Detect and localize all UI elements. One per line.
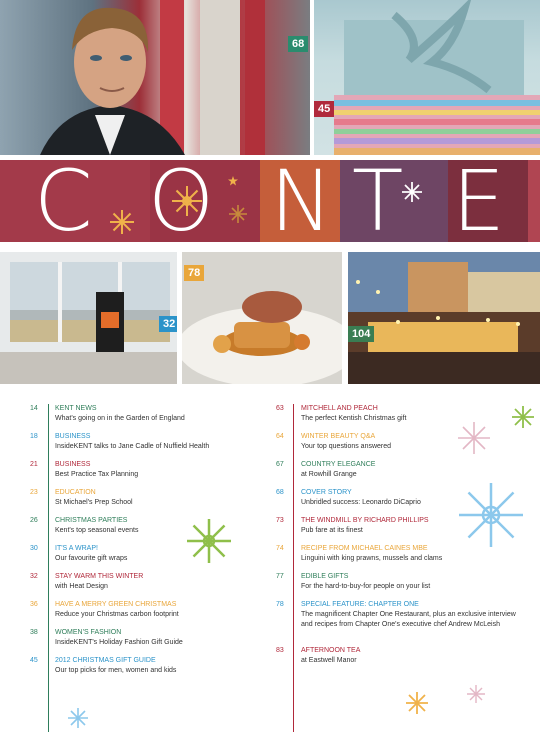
banner-letter: E	[452, 160, 506, 242]
entry-heading: EDIBLE GIFTS	[301, 573, 349, 580]
entry-description: InsideKENT talks to Jane Cadle of Nuffield Health	[55, 443, 210, 450]
snowflake-icon	[184, 516, 234, 566]
entry-text	[301, 460, 521, 480]
page-number: 64	[276, 433, 284, 440]
entry-heading: SPECIAL FEATURE: CHAPTER ONE	[301, 601, 419, 608]
entry-heading: WOMEN'S FASHION	[55, 629, 122, 636]
snowflake-icon	[170, 184, 204, 218]
entry-text	[55, 460, 275, 480]
snowflake-icon	[466, 684, 486, 704]
entry-description: Linguini with king prawns, mussels and clams	[301, 555, 443, 562]
page-number: 78	[276, 601, 284, 608]
entry-description: For the hard-to-buy-for people on your list	[301, 583, 431, 590]
toc-entry[interactable]	[30, 460, 278, 482]
entry-text	[55, 516, 275, 536]
entry-text	[55, 572, 275, 592]
entry-description: What's going on in the Garden of England	[55, 415, 185, 422]
snowflake-icon	[228, 204, 248, 224]
market-illustration	[348, 252, 540, 384]
entry-description: The magnificent Chapter One Restaurant, plus an exclusive interview and recipes from Chapter One's executive chef Andrew McLeish	[301, 611, 516, 628]
entry-description: at Rowhill Grange	[301, 471, 357, 478]
page-number: 68	[276, 489, 284, 496]
page-number: 26	[30, 517, 38, 524]
entry-text	[301, 646, 521, 666]
page-badge: 68	[288, 36, 308, 52]
entry-heading: AFTERNOON TEA	[301, 647, 361, 654]
page-number: 18	[30, 433, 38, 440]
entry-heading: THE WINDMILL BY RICHARD PHILLIPS	[301, 517, 429, 524]
entry-description: The perfect Kentish Christmas gift	[301, 415, 407, 422]
snowflake-icon	[456, 480, 526, 550]
toc-entry[interactable]	[30, 628, 278, 650]
page-badge: 104	[348, 326, 374, 342]
page-number: 67	[276, 461, 284, 468]
snowflake-icon	[66, 706, 90, 730]
snowflake-icon	[108, 208, 136, 236]
market-photo	[348, 252, 540, 384]
toc-entry[interactable]	[30, 544, 278, 566]
entry-heading: KENT NEWS	[55, 405, 97, 412]
entry-text	[55, 600, 275, 620]
page-number: 30	[30, 545, 38, 552]
snowflake-icon	[404, 690, 430, 716]
entry-description: Unbridled success: Leonardo DiCaprio	[301, 499, 421, 506]
entry-description: at Eastwell Manor	[301, 657, 357, 664]
entry-description: St Michael's Prep School	[55, 499, 133, 506]
page-number: 38	[30, 629, 38, 636]
food-photo	[182, 252, 342, 384]
entry-heading: BUSINESS	[55, 461, 91, 468]
page-number: 45	[30, 657, 38, 664]
banner-letter: C	[34, 160, 93, 242]
entry-heading: RECIPE FROM MICHAEL CAINES MBE	[301, 545, 428, 552]
entry-description: Pub fare at its finest	[301, 527, 363, 534]
portrait-illustration	[0, 0, 310, 155]
banner-letter: O	[148, 160, 215, 242]
entry-description: Reduce your Christmas carbon footprint	[55, 611, 179, 618]
page-number: 77	[276, 573, 284, 580]
entry-description: with Heat Design	[55, 583, 108, 590]
entry-description: Kent's top seasonal events	[55, 527, 139, 534]
snowflake-icon	[456, 420, 492, 456]
banner-letter: N	[270, 160, 333, 242]
entry-heading: 2012 CHRISTMAS GIFT GUIDE	[55, 657, 156, 664]
entry-heading: COVER STORY	[301, 489, 352, 496]
entry-heading: CHRISTMAS PARTIES	[55, 517, 128, 524]
entry-text	[55, 656, 275, 676]
dicaprio-photo	[0, 0, 310, 155]
toc-entry[interactable]	[30, 488, 278, 510]
page-number: 23	[30, 489, 38, 496]
page-number: 73	[276, 517, 284, 524]
toc-entry[interactable]	[30, 572, 278, 594]
toc-entry[interactable]	[30, 656, 278, 678]
entry-text	[301, 600, 521, 630]
page-badge: 78	[184, 265, 204, 281]
gift-photo	[314, 0, 540, 155]
entry-heading: HAVE A MERRY GREEN CHRISTMAS	[55, 601, 177, 608]
contents-banner	[0, 160, 540, 242]
star-icon	[228, 176, 238, 186]
page-number: 63	[276, 405, 284, 412]
page-number: 32	[30, 573, 38, 580]
toc-entry[interactable]	[276, 600, 524, 640]
entry-description: Best Practice Tax Planning	[55, 471, 139, 478]
page-badge: 45	[314, 101, 334, 117]
dish-illustration	[182, 252, 342, 384]
toc-entry[interactable]	[276, 572, 524, 594]
page-number: 74	[276, 545, 284, 552]
gift-illustration	[314, 0, 540, 155]
entry-heading: MITCHELL AND PEACH	[301, 405, 378, 412]
entry-heading: WINTER BEAUTY Q&A	[301, 433, 376, 440]
entry-text	[55, 404, 275, 424]
entry-description: Our favourite gift wraps	[55, 555, 128, 562]
snowflake-icon	[510, 404, 536, 430]
page-number: 21	[30, 461, 38, 468]
living-room-photo	[0, 252, 177, 384]
entry-text	[55, 432, 275, 452]
page-badge: 32	[159, 316, 177, 332]
entry-text	[55, 628, 275, 648]
entry-text	[301, 572, 521, 592]
page-number: 14	[30, 405, 38, 412]
contents-list-left	[30, 404, 278, 684]
room-illustration	[0, 252, 177, 384]
snowflake-icon	[400, 180, 424, 204]
page-number: 83	[276, 647, 284, 654]
entry-description: InsideKENT's Holiday Fashion Gift Guide	[55, 639, 183, 646]
toc-entry[interactable]	[276, 460, 524, 482]
entry-heading: EDUCATION	[55, 489, 96, 496]
toc-entry[interactable]	[30, 600, 278, 622]
entry-heading: IT'S A WRAP!	[55, 545, 98, 552]
banner-letter: T	[352, 160, 404, 242]
entry-heading: COUNTRY ELEGANCE	[301, 461, 376, 468]
page-number: 36	[30, 601, 38, 608]
toc-entry[interactable]	[30, 404, 278, 426]
toc-entry[interactable]	[30, 516, 278, 538]
toc-entry[interactable]	[276, 646, 524, 668]
entry-description: Your top questions answered	[301, 443, 392, 450]
entry-text	[55, 488, 275, 508]
entry-description: Our top picks for men, women and kids	[55, 667, 177, 674]
entry-heading: STAY WARM THIS WINTER	[55, 573, 144, 580]
entry-text	[55, 544, 275, 564]
entry-heading: BUSINESS	[55, 433, 91, 440]
toc-entry[interactable]	[30, 432, 278, 454]
